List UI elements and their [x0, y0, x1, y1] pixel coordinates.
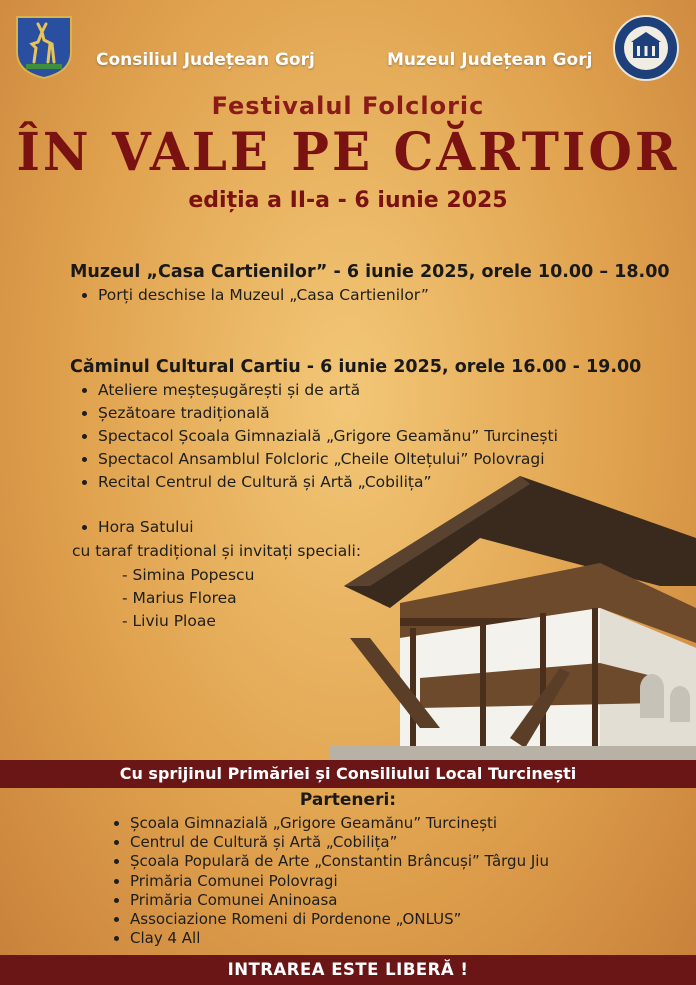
list-item: • Spectacol Școala Gimnazială „Grigore Geamănu” Turcinești — [98, 425, 558, 448]
traditional-house-image — [330, 468, 696, 760]
list-item: • Spectacol Ansamblul Folcloric „Cheile Oltețului” Polovragi — [98, 448, 558, 471]
left-organization: Consiliul Județean Gorj — [96, 50, 315, 70]
guest-item: - Simina Popescu — [122, 566, 255, 584]
festival-label: Festivalul Folcloric — [211, 92, 485, 120]
hora-item: • Hora Satului — [98, 516, 194, 539]
list-item: • Associazione Romeni di Pordenone „ONLUS” — [130, 910, 549, 929]
list-item: • Ateliere meșteșugărești și de artă — [98, 379, 558, 402]
partners-title: Parteneri: — [299, 790, 397, 810]
list-item: • Recital Centrul de Cultură și Artă „Cobilița” — [98, 471, 558, 494]
museum-seal-icon — [612, 14, 680, 82]
list-item: • Șezătoare tradițională — [98, 402, 558, 425]
section1-list — [72, 284, 429, 307]
free-entry-banner: INTRAREA ESTE LIBERĂ ! — [0, 955, 696, 985]
partners-list — [110, 814, 549, 948]
festival-title: ÎN VALE PE CĂRTIOR — [16, 120, 680, 183]
section1-heading: Muzeul „Casa Cartienilor” - 6 iunie 2025, orele 10.00 – 18.00 — [70, 262, 670, 282]
edition-date: ediția a II-a - 6 iunie 2025 — [188, 188, 508, 213]
hora-list — [72, 516, 194, 539]
list-item: • Școala Populară de Arte „Constantin Brâncuși” Târgu Jiu — [130, 852, 549, 871]
hora-note: cu taraf tradițional și invitați speciali: — [72, 542, 362, 560]
list-item: • Primăria Comunei Polovragi — [130, 872, 549, 891]
list-item: • Școala Gimnazială „Grigore Geamănu” Turcinești — [130, 814, 549, 833]
guest-item: - Liviu Ploae — [122, 612, 216, 630]
right-organization: Muzeul Județean Gorj — [387, 50, 593, 70]
support-banner: Cu sprijinul Primăriei și Consiliului Local Turcinești — [0, 760, 696, 788]
list-item: • Centrul de Cultură și Artă „Cobilița” — [130, 833, 549, 852]
guest-item: - Marius Florea — [122, 589, 237, 607]
list-item: • Clay 4 All — [130, 929, 549, 948]
list-item: • Porți deschise la Muzeul „Casa Cartienilor” — [98, 284, 429, 307]
deer-crest-icon — [14, 14, 74, 80]
list-item: • Primăria Comunei Aninoasa — [130, 891, 549, 910]
section2-heading: Căminul Cultural Cartiu - 6 iunie 2025, orele 16.00 - 19.00 — [70, 357, 642, 377]
